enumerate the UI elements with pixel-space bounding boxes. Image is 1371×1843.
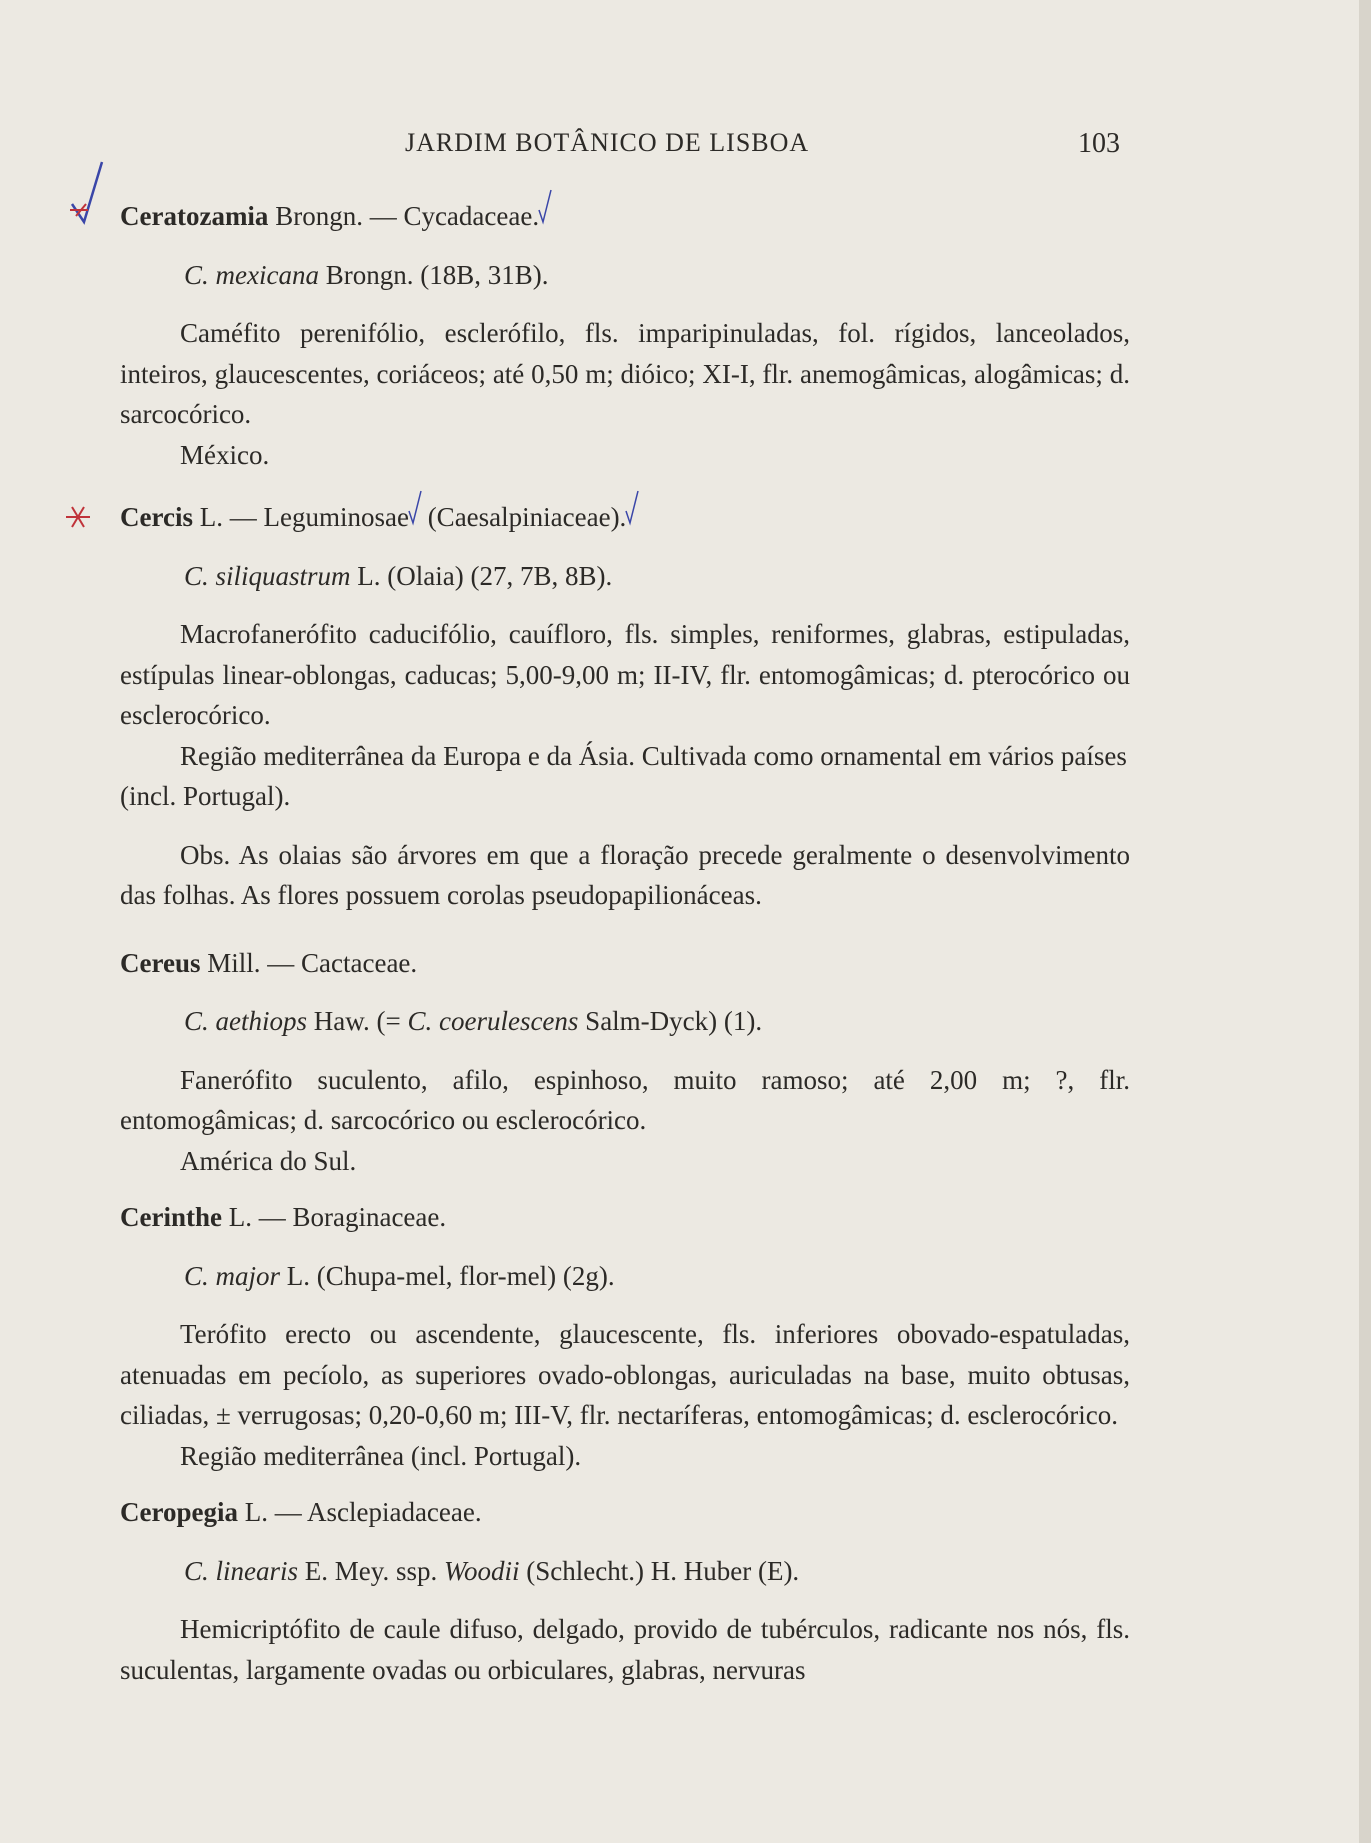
species-authority: Brongn. (18B, 31B). (318, 259, 549, 290)
species-name: C. siliquastrum (184, 560, 351, 591)
genus-name: Cereus (120, 947, 201, 978)
genus-heading (120, 1492, 1130, 1533)
species-line (184, 1551, 1130, 1592)
asterisk-mark-icon (62, 501, 94, 533)
species-description: Macrofanerófito caducifólio, cauífloro, fls. simples, reniformes, glabras, estipuladas, estípulas linear-oblongas, caducas; 5,00-9,00 m; II-IV, flr. entomogâmicas; d. pterocórico ou esclerocórico. (120, 619, 1130, 730)
genus-authority: L. — Asclepiadaceae. (237, 1497, 482, 1527)
genus-heading (120, 497, 1130, 538)
species-name: C. aethiops (184, 1006, 308, 1036)
species-description: Caméfito perenifólio, esclerófilo, fls. imparipinuladas, fol. rígidos, lanceolados, inteiros, glaucescentes, coriáceos; até 0,50 m; dióico; XI-I, flr. anemogâmicas, alogâmicas; d. sarcocórico. (120, 318, 1130, 429)
species-authority: L. (Chupa-mel, flor-mel) (2g). (280, 1260, 615, 1291)
species-line (184, 556, 1130, 597)
page-header (120, 124, 1120, 164)
subspecies-authority: (Schlecht.) H. Huber (E). (519, 1555, 800, 1586)
genus-name: Cerinthe (120, 1202, 222, 1232)
species-line (184, 1001, 1130, 1042)
genus-name: Cercis (120, 502, 193, 532)
page-edge-shadow (1359, 0, 1371, 1843)
species-description: Hemicriptófito de caule difuso, delgado, provido de tubérculos, radicante nos nós, fls. suculentas, largamente ovadas ou orbiculares, glabras, nervuras (120, 1614, 1130, 1685)
check-mark-icon (68, 160, 116, 230)
genus-name: Ceratozamia (120, 201, 269, 231)
species-observation: Obs. As olaias são árvores em que a floração precede geralmente o desenvolvimento das folhas. As flores possuem corolas pseudopapilionáceas. (120, 839, 1130, 910)
genus-authority: Brongn. — Cycadaceae. (268, 201, 540, 231)
species-authority: Haw. (= (307, 1006, 408, 1036)
tick-mark-icon (539, 196, 551, 226)
genus-heading (120, 943, 1130, 984)
genus-heading (120, 196, 1130, 237)
genus-authority: Mill. — Cactaceae. (200, 947, 418, 978)
page-number: 103 (1078, 128, 1120, 159)
subspecies-name: Woodii (444, 1555, 520, 1586)
genus-authority: L. — Leguminosae (192, 502, 409, 532)
species-distribution: América do Sul. (180, 1145, 357, 1176)
tick-mark-icon (626, 497, 638, 527)
page-body (120, 196, 1130, 1690)
species-distribution: Região mediterrânea da Europa e da Ásia. Cultivada como ornamental em vários países (incl. Portugal). (120, 740, 1127, 811)
species-synonym-authority: Salm-Dyck) (1). (578, 1006, 763, 1036)
species-distribution: Região mediterrânea (incl. Portugal). (180, 1440, 582, 1471)
genus-name: Ceropegia (120, 1497, 238, 1527)
tick-mark-icon (409, 497, 421, 527)
genus-heading (120, 1197, 1130, 1238)
species-distribution: México. (180, 439, 270, 470)
species-synonym: C. coerulescens (407, 1006, 579, 1036)
species-authority: L. (Olaia) (27, 7B, 8B). (350, 560, 613, 591)
species-name: C. major (184, 1260, 281, 1291)
species-line (184, 1256, 1130, 1297)
species-description: Fanerófito suculento, afilo, espinhoso, muito ramoso; até 2,00 m; ?, flr. entomogâmicas; d. sarcocórico ou esclerocórico. (120, 1064, 1130, 1135)
species-name: C. linearis (184, 1555, 299, 1586)
species-name: C. mexicana (184, 259, 319, 290)
species-description: Terófito erecto ou ascendente, glaucescente, fls. inferiores obovado-espatuladas, atenuadas em pecíolo, as superiores ovado-oblongas, auriculadas na base, muito obtusas, ciliadas, ± verrugosas; 0,20-0,60 m; III-V, flr. nectaríferas, entomogâmicas; d. esclerocórico. (120, 1319, 1130, 1430)
family-synonym: (Caesalpiniaceae). (420, 502, 627, 532)
species-line (184, 255, 1130, 296)
genus-authority: L. — Boraginaceae. (221, 1202, 447, 1232)
subspecies-connector: E. Mey. ssp. (298, 1555, 445, 1586)
running-head: JARDIM BOTÂNICO DE LISBOA (405, 128, 810, 157)
